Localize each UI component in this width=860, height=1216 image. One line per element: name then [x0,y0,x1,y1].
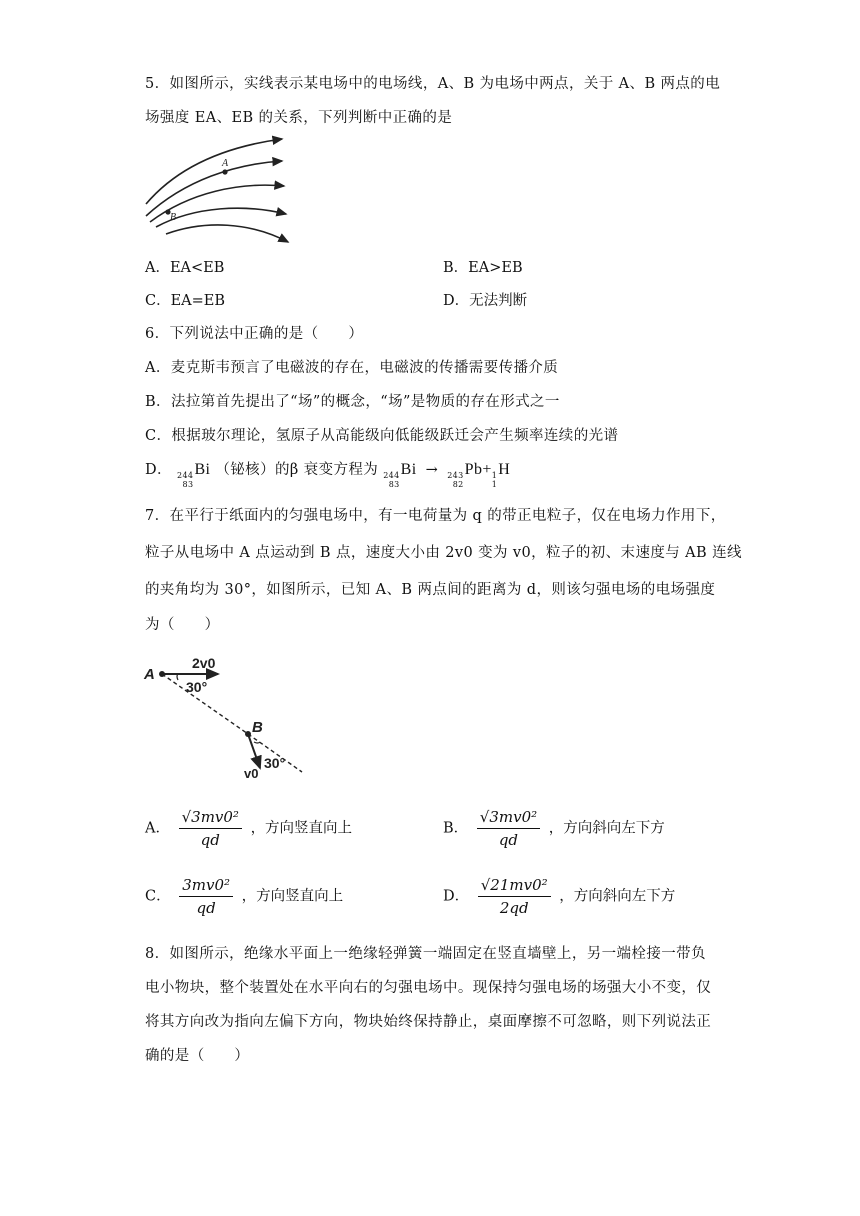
q7-stem-line3: 的夹角均为 30°，如图所示，已知 A、B 两点间的距离为 d，则该匀强电场的电场强度 [145,582,716,598]
q7-option-a[interactable]: A． $\frac{\text{√3mv0²}}{qd}$ ，方向竖直向上 [145,808,353,849]
q7-fig-label-a: A [144,666,155,683]
q6-option-d-text: （铋核）的β 衰变方程为 [215,462,379,478]
q7-option-c[interactable]: C． $\frac{\text{3mv0²}}{qd}$ ，方向竖直向上 [145,876,344,917]
q7-option-d-formula: $\frac{\text{√21mv0²}}{2qd}$ [478,876,551,917]
pb-nuclide-numbers: 243 82 [447,471,464,489]
q8-stem-line2: 电小物块，整个装置处在水平向右的匀强电场中。现保持匀强电场的场强大小不变，仅 [145,980,712,996]
q7-fig-angle-a: 30° [186,679,208,695]
h-symbol: H [498,461,511,478]
q5-field-lines-figure [140,134,290,244]
q7-fig-label-b: B [252,719,263,736]
bi-symbol: Bi [194,461,211,478]
bi-nuclide-numbers: 244 83 [176,471,194,489]
q7-option-d[interactable]: D． $\frac{\text{√21mv0²}}{2qd}$ ，方向斜向左下方 [443,876,676,917]
q7-option-a-formula: $\frac{\text{√3mv0²}}{qd}$ [179,808,242,849]
q5-stem-line1: 5．如图所示，实线表示某电场中的电场线，A、B 为电场中两点，关于 A、B 两点的电 [145,76,721,92]
q7-option-c-formula: $\frac{\text{3mv0²}}{qd}$ [179,876,233,917]
q6-option-b[interactable]: B．法拉第首先提出了“场”的概念，“场”是物质的存在形式之一 [145,394,560,410]
q5-option-a[interactable]: A．EA<EB [145,260,225,276]
q5-option-d[interactable]: D．无法判断 [443,293,528,309]
q6-option-d[interactable] [145,458,510,489]
q5-option-c[interactable]: C．EA=EB [145,293,226,309]
q6-option-c[interactable]: C．根据玻尔理论，氢原子从高能级向低能级跃迁会产生频率连续的光谱 [145,428,619,444]
bi-nuclide-numbers-2: 244 83 [383,471,400,489]
q7-stem-line4: 为（ ） [145,617,220,633]
q7-fig-label-v0: v0 [244,766,259,781]
q7-fig-angle-b: 30° [264,755,286,771]
q5-fig-label-b: B [170,212,177,223]
q5-stem-line2: 场强度 EA、EB 的关系，下列判断中正确的是 [145,110,453,126]
q7-option-b-formula: $\frac{\text{√3mv0²}}{qd}$ [477,808,540,849]
q7-stem-line1: 7．在平行于纸面内的匀强电场中，有一电荷量为 q 的带正电粒子，仅在电场力作用下， [145,508,726,524]
pb-symbol: Pb+ [464,461,492,478]
q5-option-b[interactable]: B．EA>EB [443,260,523,276]
q8-stem-line4: 确的是（ ） [145,1048,250,1064]
q6-stem: 6．下列说法中正确的是（ ） [145,326,364,342]
q7-stem-line2: 粒子从电场中 A 点运动到 B 点，速度大小由 2v0 变为 v0，粒子的初、末速度与 AB 连线 [145,545,742,561]
q8-stem-line3: 将其方向改为指向左偏下方向，物块始终保持静止，桌面摩擦不可忽略，则下列说法正 [145,1014,712,1030]
q5-fig-label-a: A [222,158,229,169]
h-nuclide-numbers: 1 1 [491,471,498,489]
q6-option-a[interactable]: A．麦克斯韦预言了电磁波的存在，电磁波的传播需要传播介质 [145,360,559,376]
arrow-icon: → [425,462,439,478]
q7-fig-label-2v0: 2v0 [192,655,216,671]
q6-option-d-label: D． [145,462,172,478]
bi-symbol-2: Bi [400,461,417,478]
q7-velocity-figure [140,652,310,786]
q7-option-b[interactable]: B． $\frac{\text{√3mv0²}}{qd}$ ，方向斜向左下方 [443,808,665,849]
q8-stem-line1: 8．如图所示，绝缘水平面上一绝缘轻弹簧一端固定在竖直墙壁上，另一端栓接一带负 [145,946,706,962]
